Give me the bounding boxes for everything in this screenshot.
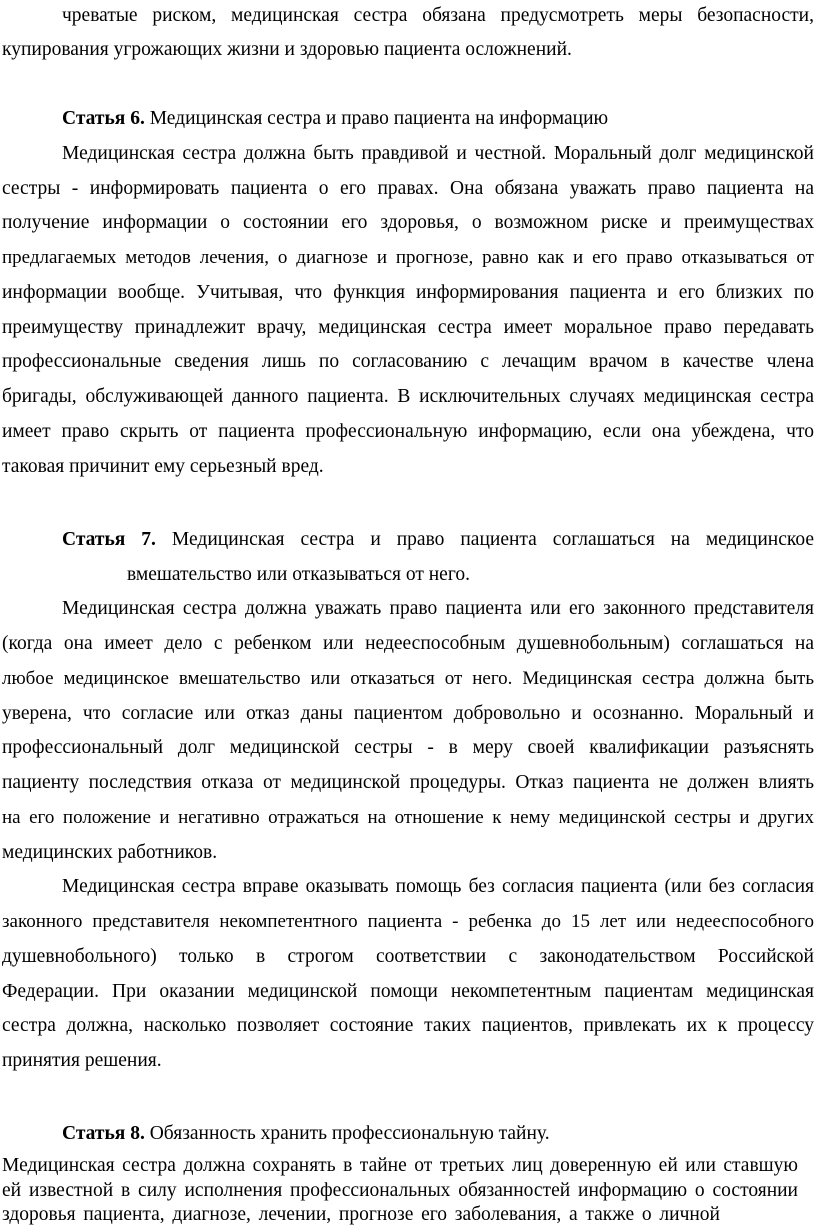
text-line: здоровья пациента, диагнозе, лечении, прогнозе его заболевания, а также о личной — [2, 1204, 720, 1225]
text-line: любое медицинское вмешательство или отказаться от него. Медицинская сестра должна быть — [2, 668, 814, 689]
article-number: Статья 6. — [62, 108, 145, 129]
text-line: Медицинская сестра вправе оказывать помощь без согласия пациента (или без согласия — [62, 876, 814, 897]
text-line: медицинских работников. — [2, 842, 218, 863]
text-line: (когда она имеет дело с ребенком или недееспособным душевнобольным) соглашаться на — [2, 633, 814, 654]
text-line: принятия решения. — [2, 1050, 162, 1071]
text-line: таковая причинит ему серьезный вред. — [2, 456, 324, 477]
article-title: Медицинская сестра и право пациента на информацию — [149, 108, 609, 129]
article-8-heading — [0, 1122, 816, 1146]
text-line: информации вообще. Учитывая, что функция информирования пациента и его близких по — [2, 282, 814, 303]
article-title: Обязанность хранить профессиональную тайну. — [149, 1123, 550, 1144]
text-line: предлагаемых методов лечения, о диагнозе и прогнозе, равно как и его право отказываться от — [2, 247, 814, 268]
text-line: ей известной в силу исполнения профессиональных обязанностей информацию о состоянии — [2, 1180, 798, 1201]
article-title: Медицинская сестра и право пациента соглашаться на медицинское — [171, 529, 815, 550]
text-line: законного представителя некомпетентного пациента - ребенка до 15 лет или недееспособного — [2, 911, 814, 932]
text-line: Медицинская сестра должна сохранять в тайне от третьих лиц доверенную ей или ставшую — [2, 1155, 798, 1176]
text-line: чреватые риском, медицинская сестра обязана предусмотреть меры безопасности, — [62, 5, 814, 26]
text-line: Медицинская сестра должна уважать право пациента или его законного представителя — [62, 598, 814, 619]
text-line: на его положение и негативно отражаться на отношение к нему медицинской сестры и других — [2, 807, 814, 828]
text-line: профессиональный долг медицинской сестры - в меру своей квалификации разъяснять — [2, 737, 814, 758]
text-line: купирования угрожающих жизни и здоровью пациента осложнений. — [2, 39, 572, 60]
text-line: пациенту последствия отказа от медицинской процедуры. Отказ пациента не должен влиять — [2, 772, 814, 793]
article-6-heading — [0, 107, 816, 131]
text-line: сестра должна, насколько позволяет состояние таких пациентов, привлекать их к процессу — [2, 1015, 814, 1036]
text-line: уверена, что согласие или отказ даны пациентом добровольно и осознанно. Моральный и — [2, 703, 814, 724]
text-line: профессиональные сведения лишь по согласованию с лечащим врачом в качестве члена — [2, 351, 814, 372]
text-line: сестры - информировать пациента о его правах. Она обязана уважать право пациента на — [2, 178, 814, 199]
text-line: имеет право скрыть от пациента профессиональную информацию, если она убеждена, что — [2, 421, 814, 442]
text-line: получение информации о состоянии его здоровья, о возможном риске и преимуществах — [2, 212, 814, 233]
text-line: душевнобольного) только в строгом соответствии с законодательством Российской — [2, 946, 814, 967]
article-number: Статья 8. — [62, 1123, 145, 1144]
text-line: бригады, обслуживающей данного пациента. В исключительных случаях медицинская сестра — [2, 386, 814, 407]
text-line: Федерации. При оказании медицинской помощи некомпетентным пациентам медицинская — [2, 981, 814, 1002]
text-line: Медицинская сестра должна быть правдивой и честной. Моральный долг медицинской — [62, 143, 814, 164]
article-number: Статья 7. — [62, 529, 156, 550]
text-line: преимуществу принадлежит врачу, медицинская сестра имеет моральное право передавать — [2, 317, 814, 338]
article-7-heading — [0, 528, 816, 552]
article-title-continuation: вмешательство или отказываться от него. — [127, 564, 470, 585]
